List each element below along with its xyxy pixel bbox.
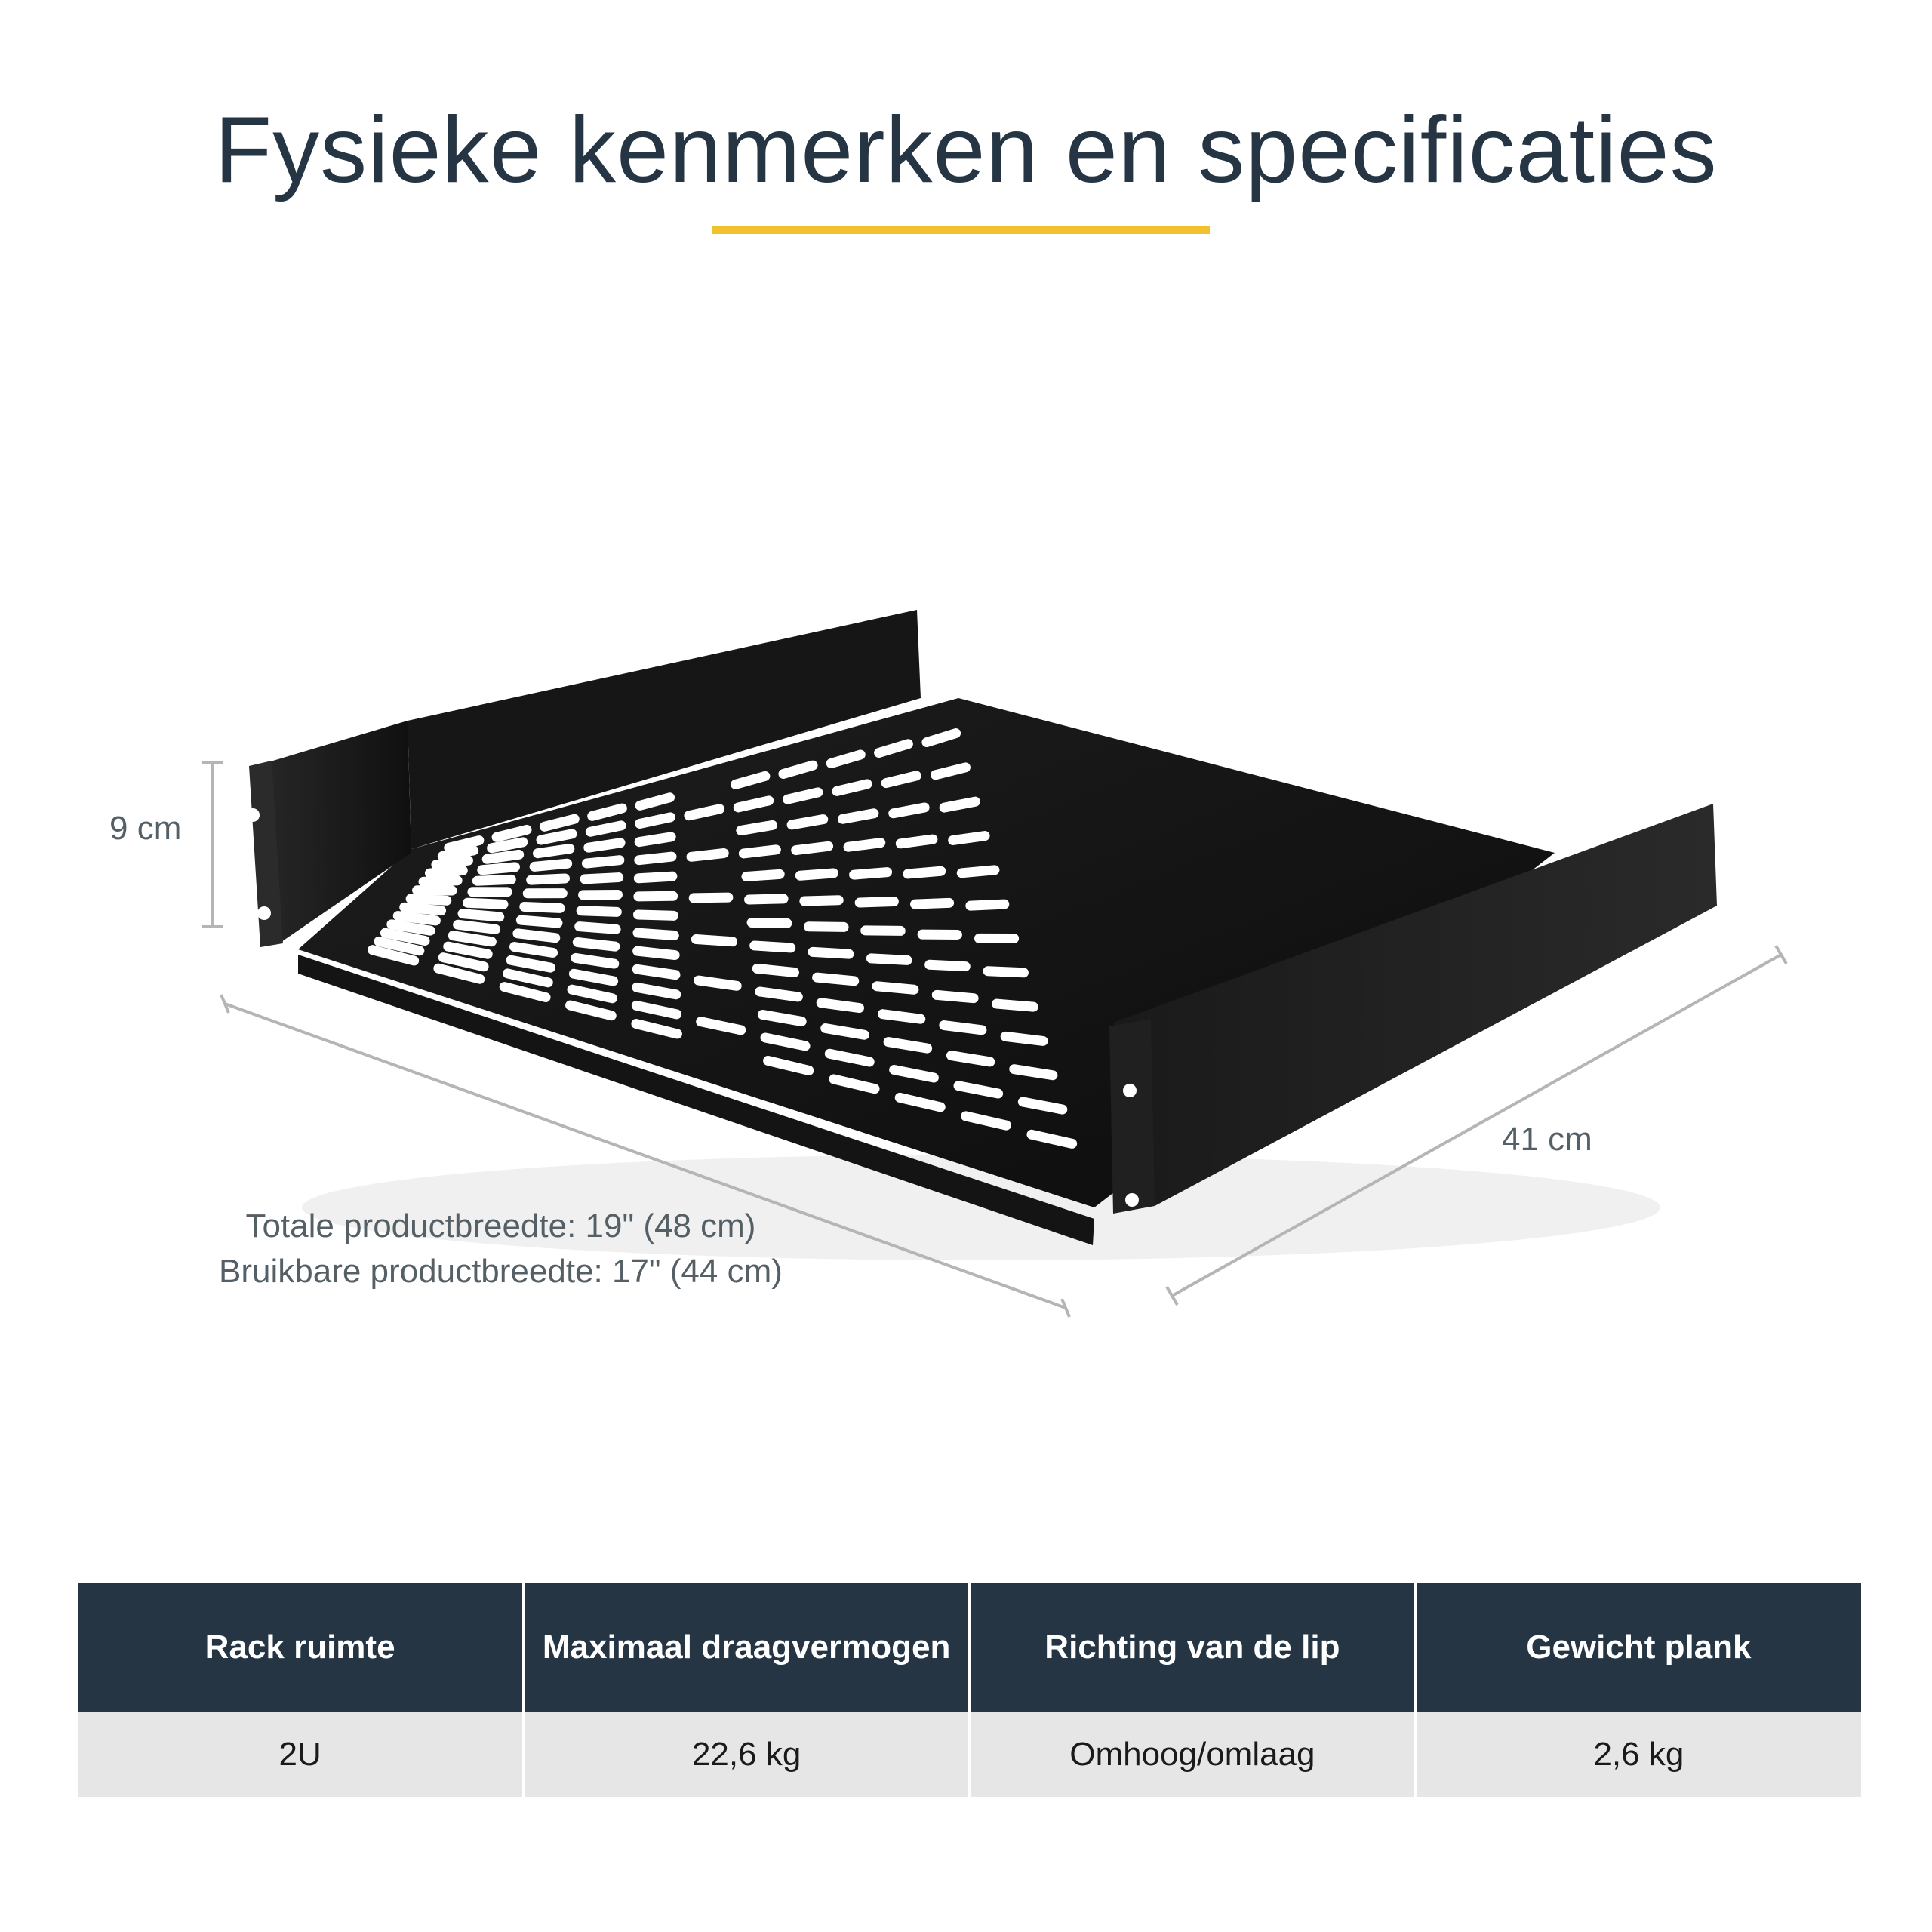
ventilation-slot <box>937 995 974 998</box>
ventilation-slot <box>638 876 672 878</box>
ventilation-slot <box>944 801 975 808</box>
ventilation-slot <box>525 906 560 908</box>
ventilation-slot <box>757 968 794 972</box>
ventilation-slot <box>915 903 949 904</box>
ventilation-slot <box>442 851 473 857</box>
total-width-label: Totale productbreedte: 19" (48 cm) <box>245 1208 756 1244</box>
ventilation-slot <box>988 971 1023 973</box>
ventilation-slot <box>436 860 469 865</box>
specs-value-row <box>78 1712 1861 1797</box>
header-rack-space: Rack ruimte <box>78 1583 524 1712</box>
ventilation-slot <box>492 842 523 848</box>
ventilation-slot <box>1014 1069 1053 1075</box>
ventilation-slot <box>538 849 570 854</box>
ventilation-slot <box>639 837 671 842</box>
ventilation-slot <box>752 922 787 923</box>
ventilation-slot <box>515 947 553 953</box>
ventilation-slot <box>888 1042 927 1049</box>
ventilation-slot <box>971 904 1004 906</box>
ventilation-slot <box>463 914 500 917</box>
usable-width-label: Bruikbare productbreedte: 17" (44 cm) <box>219 1253 783 1290</box>
ventilation-slot <box>640 817 671 824</box>
left-mount-hole-top <box>246 808 260 822</box>
ventilation-slot <box>944 1026 982 1030</box>
ventilation-slot <box>458 924 496 929</box>
ventilation-slot <box>951 1056 989 1062</box>
ventilation-slot <box>746 874 780 876</box>
ventilation-slot <box>792 820 823 825</box>
ventilation-slot <box>800 873 833 875</box>
value-lip-direction: Omhoog/omlaag <box>970 1712 1416 1797</box>
ventilation-slot <box>453 936 491 942</box>
ventilation-slot <box>788 792 818 799</box>
left-mount-hole-bottom <box>257 906 271 920</box>
ventilation-slot <box>429 870 463 873</box>
page-title: Fysieke kenmerken en specificaties <box>214 98 1718 202</box>
ventilation-slot <box>953 836 985 841</box>
ventilation-slot <box>741 825 773 830</box>
ventilation-slot <box>854 872 888 875</box>
ventilation-slot <box>576 958 614 964</box>
height-label: 9 cm <box>109 810 182 847</box>
ventilation-slot <box>541 834 572 840</box>
ventilation-slot <box>808 927 844 928</box>
ventilation-slot <box>796 846 829 850</box>
ventilation-slot <box>638 951 675 955</box>
ventilation-slot <box>694 897 728 898</box>
ventilation-slot <box>997 1004 1034 1007</box>
ventilation-slot <box>586 860 619 863</box>
right-mount-hole-top <box>1123 1084 1137 1097</box>
ventilation-slot <box>411 899 447 900</box>
ventilation-slot <box>699 980 737 986</box>
ventilation-slot <box>813 952 849 954</box>
ventilation-slot <box>577 942 615 946</box>
ventilation-slot <box>848 843 881 848</box>
value-shelf-weight: 2,6 kg <box>1415 1712 1861 1797</box>
ventilation-slot <box>826 1029 865 1035</box>
ventilation-slot <box>467 903 503 904</box>
ventilation-slot <box>580 927 616 930</box>
ventilation-slot <box>637 969 675 974</box>
header-lip-direction: Richting van de lip <box>970 1583 1416 1712</box>
ventilation-slot <box>518 934 555 938</box>
ventilation-slot <box>900 839 933 844</box>
right-mount-hole-bottom <box>1125 1193 1139 1207</box>
ventilation-slot <box>637 987 676 994</box>
ventilation-slot <box>589 843 620 848</box>
ventilation-slot <box>760 992 798 997</box>
ventilation-slot <box>638 933 674 935</box>
right-mount-ear <box>1109 1019 1155 1214</box>
ventilation-slot <box>804 900 838 901</box>
depth-label: 41 cm <box>1502 1121 1592 1158</box>
ventilation-slot <box>689 809 720 816</box>
ventilation-slot <box>531 878 565 880</box>
specs-table <box>78 1583 1861 1797</box>
ventilation-slot <box>1005 1036 1043 1041</box>
ventilation-slot <box>398 916 435 921</box>
value-rack-space: 2U <box>78 1712 524 1797</box>
ventilation-slot <box>908 871 941 874</box>
ventilation-slot <box>749 899 783 900</box>
ventilation-slot <box>755 946 791 948</box>
ventilation-slot <box>860 902 894 903</box>
ventilation-slot <box>821 1003 859 1008</box>
header-shelf-weight: Gewicht plank <box>1415 1583 1861 1712</box>
ventilation-slot <box>961 870 995 873</box>
ventilation-slot <box>534 863 568 866</box>
ventilation-slot <box>590 826 621 832</box>
ventilation-slot <box>842 814 873 820</box>
ventilation-slot <box>696 940 732 942</box>
specs-header-row <box>78 1583 1861 1712</box>
ventilation-slot <box>817 977 854 981</box>
ventilation-slot <box>743 850 776 854</box>
ventilation-slot <box>585 878 619 879</box>
value-max-load: 22,6 kg <box>524 1712 970 1797</box>
ventilation-slot <box>837 784 867 792</box>
ventilation-slot <box>638 896 673 897</box>
ventilation-slot <box>883 1014 921 1020</box>
width-labels <box>219 1204 783 1294</box>
ventilation-slot <box>581 911 617 912</box>
ventilation-slot <box>392 924 430 931</box>
ventilation-slot <box>894 808 924 814</box>
ventilation-slot <box>482 867 515 870</box>
ventilation-slot <box>423 881 457 882</box>
ventilation-slot <box>930 964 966 966</box>
ventilation-slot <box>477 879 511 881</box>
ventilation-slot <box>405 907 441 910</box>
ventilation-slot <box>487 854 518 859</box>
ventilation-slot <box>877 986 914 990</box>
ventilation-slot <box>762 1014 801 1021</box>
ventilation-slot <box>691 853 724 857</box>
ventilation-slot <box>871 958 907 961</box>
ventilation-slot <box>738 801 768 808</box>
ventilation-slot <box>521 920 558 923</box>
ventilation-slot <box>639 857 672 860</box>
header-max-load: Maximaal draagvermogen <box>524 1583 970 1712</box>
